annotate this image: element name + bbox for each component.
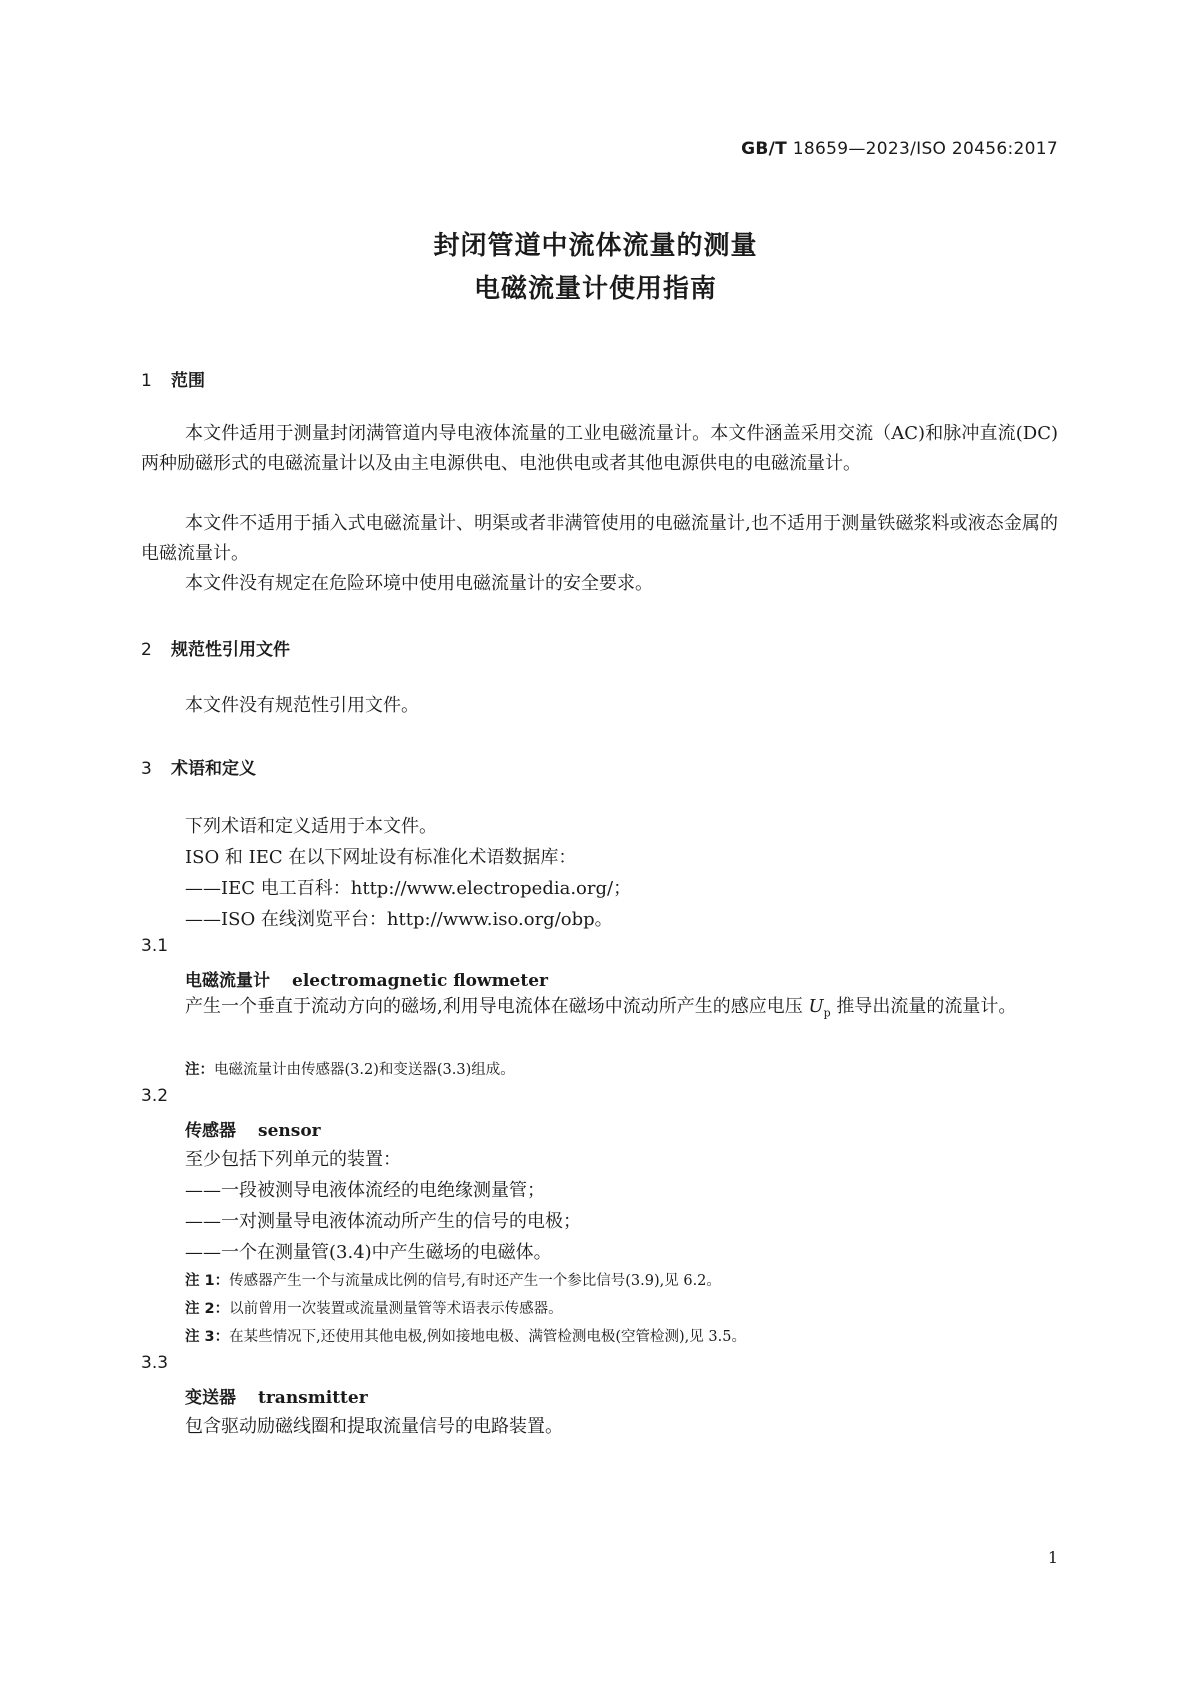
section-2-heading: 2 规范性引用文件 — [141, 640, 290, 660]
note: 注：电磁流量计由传感器(3.2)和变送器(3.3)组成。 — [185, 1062, 515, 1078]
definition: 至少包括下列单元的装置： — [185, 1149, 401, 1170]
term-entry: 变送器 transmitter — [185, 1388, 368, 1408]
paragraph: 本文件不适用于插入式电磁流量计、明渠或者非满管使用的电磁流量计,也不适用于测量铁磁浆料或液态金属的电磁流量计。 — [141, 513, 1058, 564]
list-item: ——一个在测量管(3.4)中产生磁场的电磁体。 — [185, 1242, 552, 1263]
note: 注 2：以前曾用一次装置或流量测量管等术语表示传感器。 — [185, 1301, 563, 1317]
note: 注 3：在某些情况下,还使用其他电极,例如接地电极、满管检测电极(空管检测),见 3.5。 — [185, 1329, 746, 1345]
page-number: 1 — [1047, 1548, 1058, 1567]
document-title-line2: 电磁流量计使用指南 — [473, 274, 717, 304]
list-item: ——一段被测导电液体流经的电绝缘测量管； — [185, 1180, 545, 1201]
section-1-heading: 1 范围 — [141, 371, 205, 391]
definition: 包含驱动励磁线圈和提取流量信号的电路装置。 — [185, 1416, 563, 1437]
term-entry: 传感器 sensor — [185, 1121, 321, 1141]
text-line: ——IEC 电工百科：http://www.electropedia.org/； — [185, 878, 632, 899]
definition: 产生一个垂直于流动方向的磁场,利用导电流体在磁场中流动所产生的感应电压 $U_p$ 推导出流量的流量计。 — [185, 996, 1017, 1020]
list-item: ——一对测量导电液体流动所产生的信号的电极； — [185, 1211, 581, 1232]
paragraph: 本文件没有规定在危险环境中使用电磁流量计的安全要求。 — [185, 573, 653, 594]
standard-code: GB/T 18659—2023/ISO 20456:2017 — [741, 139, 1058, 159]
paragraph: 本文件没有规范性引用文件。 — [185, 695, 419, 716]
section-3-heading: 3 术语和定义 — [141, 759, 256, 779]
text-line: 下列术语和定义适用于本文件。 — [185, 816, 437, 837]
clause-number: 3.2 — [141, 1086, 169, 1106]
paragraph: 本文件适用于测量封闭满管道内导电液体流量的工业电磁流量计。本文件涵盖采用交流（AC)和脉冲直流(DC)两种励磁形式的电磁流量计以及由主电源供电、电池供电或者其他电源供电的电磁流量计。 — [141, 423, 1058, 474]
clause-number: 3.3 — [141, 1353, 169, 1373]
text-line: ISO 和 IEC 在以下网址设有标准化术语数据库： — [185, 847, 577, 868]
text-line: ——ISO 在线浏览平台：http://www.iso.org/obp。 — [185, 909, 613, 930]
term-entry: 电磁流量计 electromagnetic flowmeter — [185, 971, 548, 991]
clause-number: 3.1 — [141, 936, 169, 956]
document-title-line1: 封闭管道中流体流量的测量 — [433, 231, 758, 261]
note: 注 1：传感器产生一个与流量成比例的信号,有时还产生一个参比信号(3.9),见 6.2。 — [185, 1273, 721, 1289]
